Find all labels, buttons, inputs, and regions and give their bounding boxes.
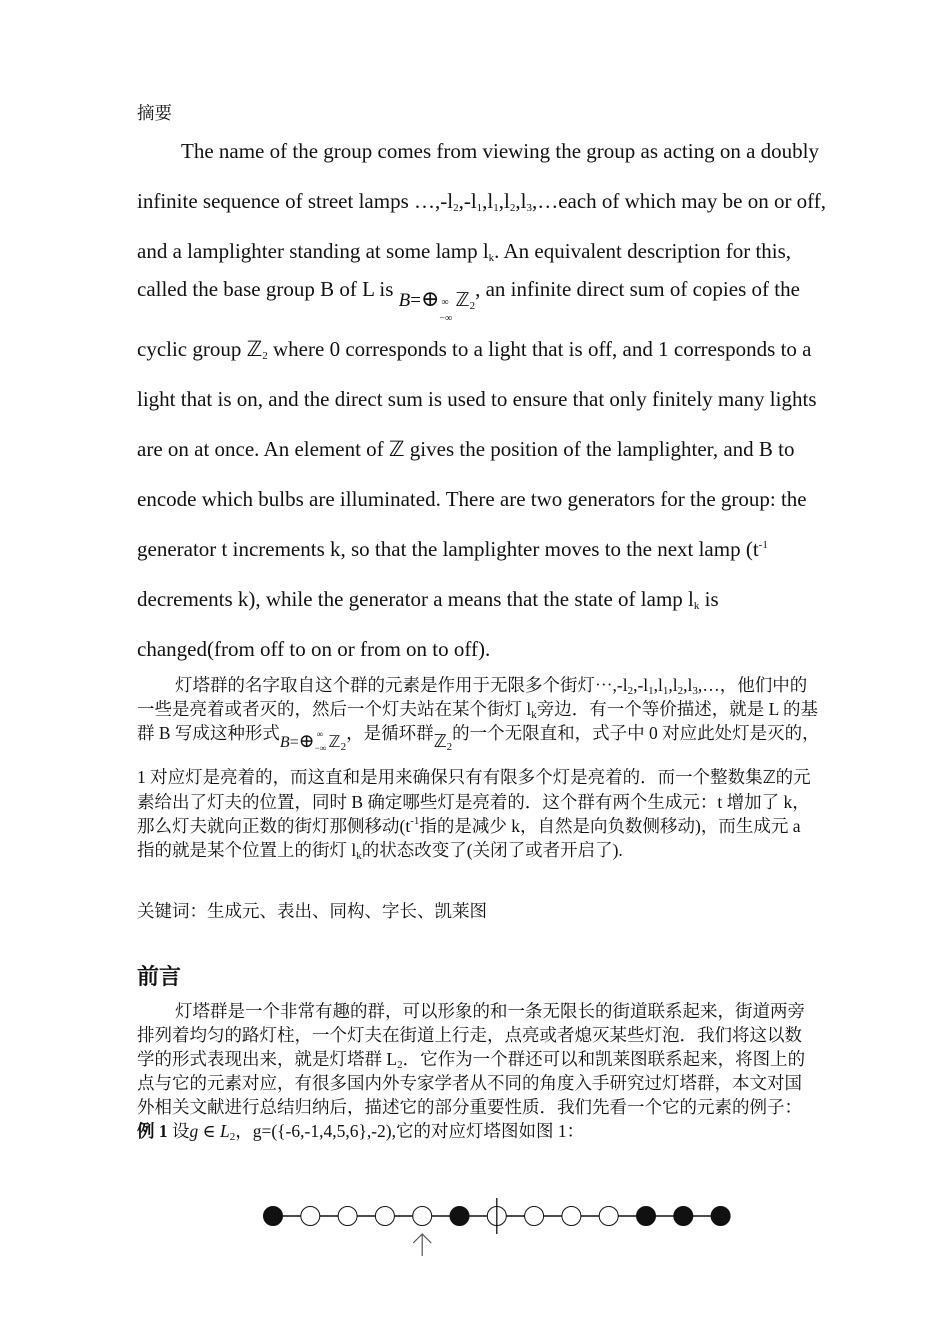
english-abstract-cont: [137, 324, 877, 674]
keywords: 关键词：生成元、表出、同构、字长、凯莱图: [137, 901, 487, 921]
lamp-on: [450, 1207, 469, 1226]
preface-body: [137, 999, 897, 1143]
lamp-off: [599, 1207, 618, 1226]
chinese-abstract: [137, 673, 897, 862]
lamp-off: [338, 1207, 357, 1226]
example-label: 例 1: [137, 1121, 168, 1141]
lamp-off: [525, 1207, 544, 1226]
en-line-5: cyclic group ℤ$_2$ where 0 corresponds to a light that is off, and 1 corresponds to a: [137, 337, 812, 362]
english-abstract: [137, 126, 877, 276]
lamp-off: [301, 1207, 320, 1226]
example-line: 例 1 设g ∈ $L_2$，g=({-6,-1,4,5,6},-2),它的对应灯塔图如图 1：: [137, 1121, 585, 1143]
abstract-heading: 摘要: [137, 103, 172, 123]
en-line-4: called the base group B of L is B=⊕ ∞ −∞ ℤ$_2$, an infinite direct sum of copies of the: [137, 264, 877, 316]
cn-line-1: 灯塔群的名字取自这个群的元素是作用于无限多个街灯$\cdots,-l_2,-l_1,l_1,l_2,l_3,\dots$，他们中的: [175, 675, 808, 697]
en-line-7: are on at once. An element of ℤ gives the position of the lamplighter, and B to: [137, 437, 795, 461]
z2-symbol: ℤ: [246, 337, 263, 361]
cn-line-4: 1 对应灯是亮着的，而这直和是用来确保只有有限多个灯是亮着的．而一个整数集ℤ的元: [137, 767, 811, 788]
preface-line-3: 学的形式表现出来，就是灯塔群 $L_2$．它作为一个群还可以和凯莱图联系起来，将图上的: [137, 1049, 806, 1071]
cn-line-5: 素给出了灯夫的位置，同时 B 确定哪些灯是亮着的．这个群有两个生成元：t 增加了 k，: [137, 792, 810, 812]
base-group-formula: B=⊕ ∞ −∞ ℤ$_2$: [398, 286, 476, 324]
preface-line-4: 点与它的元素对应，有很多国内外专家学者从不同的角度入手研究过灯塔群，本文对国: [137, 1073, 802, 1093]
en-line-6: light that is on, and the direct sum is used to ensure that only finitely many lights: [137, 387, 817, 411]
lamp-off: [375, 1207, 394, 1226]
z-symbol: ℤ: [388, 437, 405, 461]
en-line-1: The name of the group comes from viewing the group as acting on a doubly: [181, 139, 819, 163]
preface-heading: 前言: [137, 965, 182, 990]
en-line-10: decrements k), while the generator a means that the state of lamp $l_k$ is: [137, 587, 719, 612]
cn-line-6: 那么灯夫就向正数的街灯那侧移动($t^{-1}$指的是减少 k，自然是向负数侧移动)，而生成元 a: [137, 815, 801, 836]
en-line-11: changed(from off to on or from on to off).: [137, 637, 491, 661]
lamp-off: [562, 1207, 581, 1226]
cn-line-3: 群 B 写成这种形式B=⊕ ∞ −∞ ℤ$_2$，是循环群ℤ$_2$的一个无限直和，式子中 0 对应此处灯是灭的，: [137, 723, 820, 753]
lamp-on: [674, 1207, 693, 1226]
preface-line-2: 排列着均匀的路灯柱，一个灯夫在街道上行走，点亮或者熄灭某些灯泡．我们将这以数: [137, 1025, 802, 1045]
cn-line-7: 指的就是某个位置上的街灯 $l_k$的状态改变了(关闭了或者开启了).: [137, 840, 623, 862]
en-line-8: encode which bulbs are illuminated. There are two generators for the group: the: [137, 487, 807, 511]
lamp-on: [711, 1207, 730, 1226]
en-line-9: generator t increments k, so that the lamplighter moves to the next lamp ($t^{-1}$: [137, 537, 768, 561]
lamplighter-diagram: [250, 1190, 750, 1260]
preface-line-1: 灯塔群是一个非常有趣的群，可以形象的和一条无限长的街道联系起来，街道两旁: [175, 1001, 805, 1021]
cn-line-2: 一些是亮着或者灭的，然后一个灯夫站在某个街灯 $l_k$旁边．有一个等价描述，就是 L 的基: [137, 699, 819, 721]
preface-line-5: 外相关文献进行总结归纳后，描述它的部分重要性质．我们先看一个它的元素的例子：: [137, 1097, 802, 1117]
en-line-3: and a lamplighter standing at some lamp $l_k$. An equivalent description for this,: [137, 239, 792, 264]
lamp-off: [413, 1207, 432, 1226]
en-line-2: infinite sequence of street lamps $\dots,-l_2,-l_1,l_1,l_2,l_3,\dots each$ of which may be on or off,: [137, 189, 827, 214]
base-group-formula-cn: B=⊕ ∞ −∞ ℤ$_2$: [279, 729, 347, 753]
lamp-on: [637, 1207, 656, 1226]
lamplighter-arrow: [413, 1234, 431, 1256]
lamp-on: [264, 1207, 283, 1226]
